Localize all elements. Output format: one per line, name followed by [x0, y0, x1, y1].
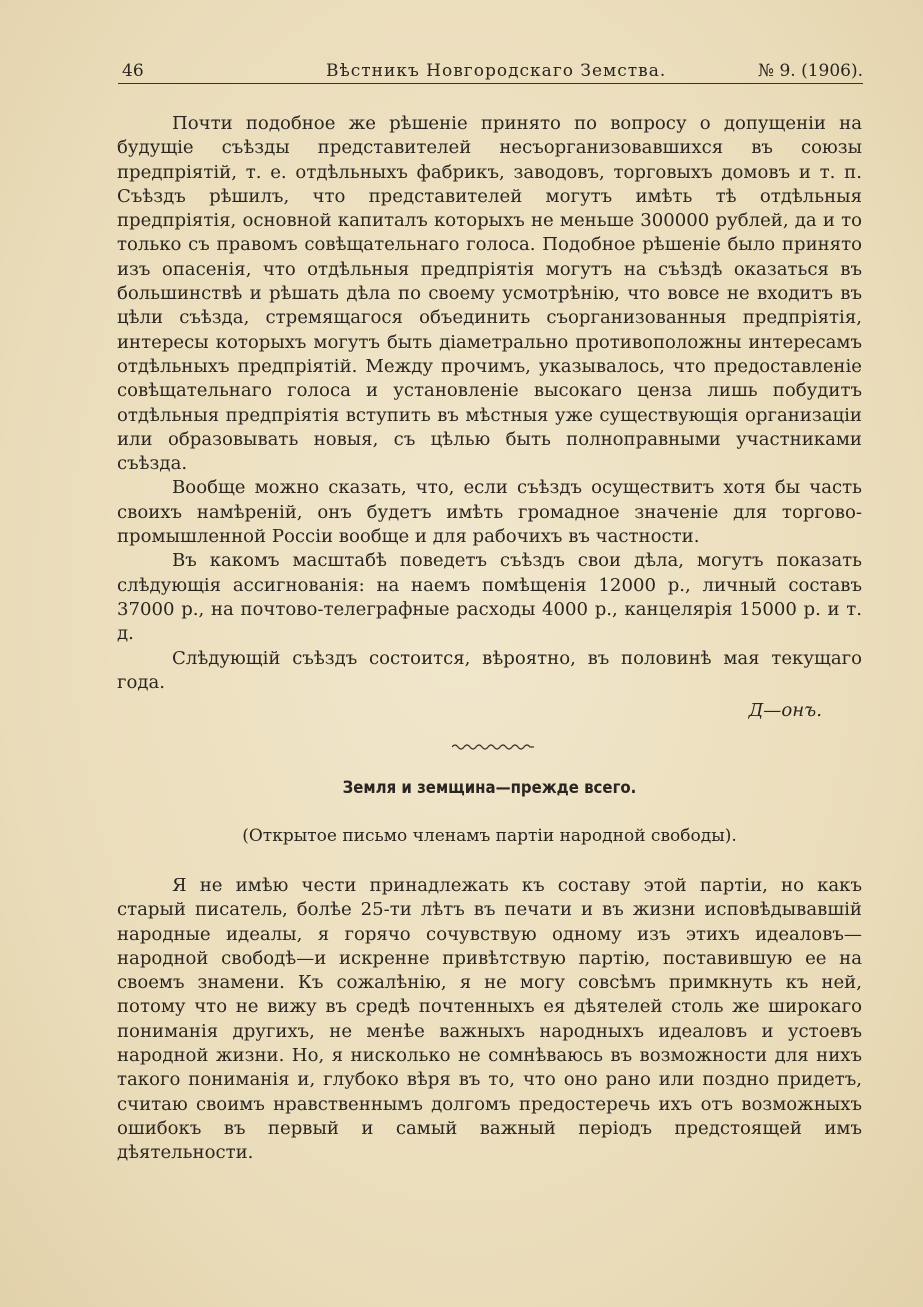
author-signature: Д—онъ. — [748, 700, 822, 722]
paragraph: Въ какомъ масштабѣ поведетъ съѣздъ свои дѣла, могутъ показать слѣдующія ассигнованія: на наемъ помѣщенія 12000 р., личный составъ 37000 р., на почтово-телеграфные расходы 4000 р., канцелярія 15000 р. и т. д. — [117, 550, 862, 645]
paragraph: Слѣдующій съѣздъ состоится, вѣроятно, въ половинѣ мая текущаго года. — [117, 647, 862, 693]
running-header — [118, 58, 863, 84]
journal-title: Вѣстникъ Новгородскаго Земства. — [326, 61, 667, 81]
paragraph: Я не имѣю чести принадлежать къ составу этой партіи, но какъ старый писатель, болѣе 25-ти лѣтъ въ печати и въ жизни исповѣдывавшій народные идеалы, я горячо сочувствую одному изъ этихъ идеаловъ—народной свободѣ—и искренне привѣтствую партію, поставившую ее на своемъ знамени. Къ сожалѣнію, я не могу совсѣмъ примкнуть къ ней, потому что не вижу въ средѣ почтенныхъ ея дѣятелей столь же широкаго пониманія другихъ, не менѣе важныхъ народныхъ идеаловъ и устоевъ народной жизни. Но, я нисколько не сомнѣваюсь въ возможности для нихъ такого пониманія и, глубоко вѣря въ то, что оно рано или поздно придетъ, считаю своимъ нравственнымъ долгомъ предостеречь ихъ отъ возможныхъ ошибокъ въ первый и самый важный періодъ предстоящей имъ дѣятельности. — [117, 875, 862, 1164]
paragraph: Вообще можно сказать, что, если съѣздъ осуществитъ хотя бы часть своихъ намѣреній, онъ будетъ имѣть громадное значеніе для торгово-промышленной Россіи вообще и для рабочихъ въ частности. — [117, 477, 862, 548]
article-body — [117, 874, 862, 1166]
page-number: 46 — [122, 61, 144, 81]
article-title: Земля и земщина—прежде всего. — [342, 778, 637, 798]
paragraph: Почти подобное же рѣшеніе принято по вопросу о допущеніи на будущіе съѣзды представителей несъорганизовавшихся въ союзы предпріятій, т. е. отдѣльныхъ фабрикъ, заводовъ, торговыхъ домовъ и т. п. Съѣздъ рѣшилъ, что представителей могутъ имѣть тѣ отдѣльныя предпріятія, основной капиталъ которыхъ не меньше 300000 рублей, да и то только съ правомъ совѣщательнаго голоса. Подобное рѣшеніе было принято изъ опасенія, что отдѣльныя предпріятія могутъ на съѣздѣ оказаться въ большинствѣ и рѣшать дѣла по своему усмотрѣнію, что вовсе не входитъ въ цѣли съѣзда, стремящагося объединить съорганизованныя предпріятія, интересы которыхъ могутъ быть діаметрально противоположны интересамъ отдѣльныхъ предпріятій. Между прочимъ, указывалось, что предоставленіе совѣщательнаго голоса и установленіе высокаго ценза лишь побудитъ отдѣльныя предпріятія вступить въ мѣстныя уже существующія организаціи или образовывать новыя, съ цѣлью быть полноправными участниками съѣзда. — [117, 113, 862, 475]
article-subtitle: (Открытое письмо членамъ партіи народной свободы). — [242, 826, 737, 846]
header-rule — [118, 83, 863, 84]
article-continuation — [117, 112, 862, 723]
issue-number: № 9. (1906). — [757, 61, 863, 81]
ornamental-divider — [452, 742, 534, 752]
